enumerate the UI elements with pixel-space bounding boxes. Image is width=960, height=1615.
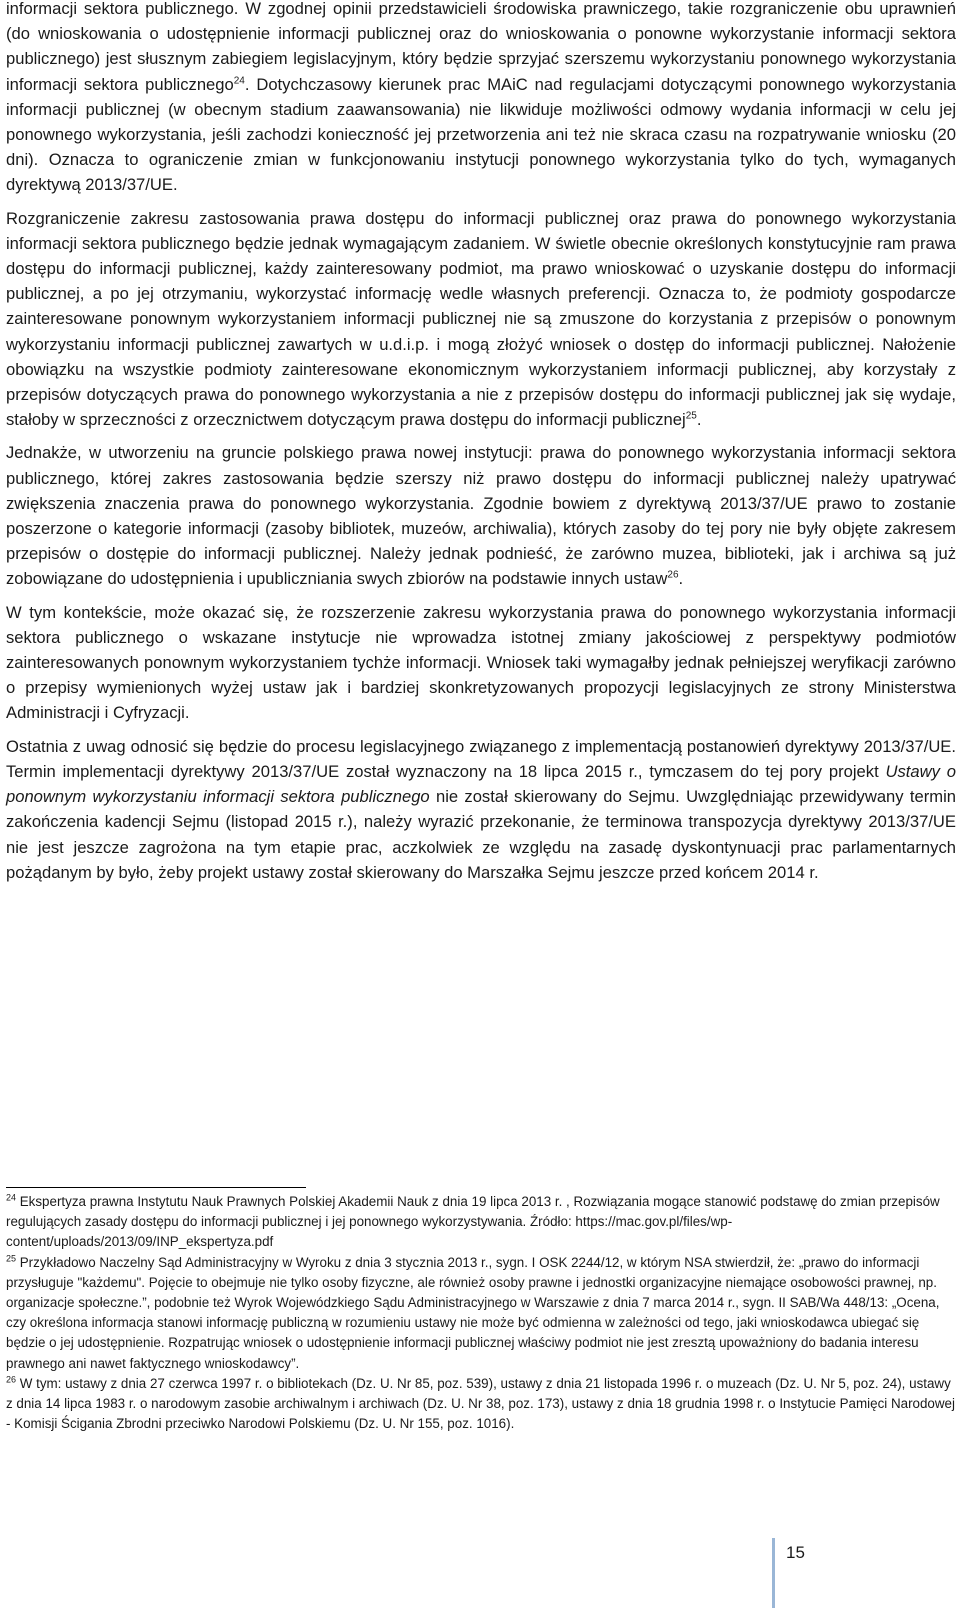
paragraph — [6, 440, 956, 591]
footnote-separator — [6, 1187, 306, 1188]
footnote-reference: 26 — [667, 569, 679, 581]
paragraph-text: Jednakże, w utworzeniu na gruncie polskiego prawa nowej instytucji: prawa do ponownego wykorzystania informacji sektora publicznego, której zakres zastosowania będzie szerszy niż prawo dostępu do informacji publicznej należy upatrywać zwiększenia znaczenia prawa do ponownego wykorzystania. Zgodnie bowiem z dyrektywą 2013/37/UE prawo to zostanie poszerzone o kategorie informacji (zasoby bibliotek, muzeów, archiwalia), których zasoby do tej pory nie były objęte zakresem przepisów o dostępie do informacji publicznej. Należy jednak podnieść, że zarówno muzea, biblioteki, jak i archiwa są już zobowiązane do udostępnienia i upubliczniania swych zbiorów na podstawie innych ustaw — [6, 443, 956, 589]
paragraph-text: Ostatnia z uwag odnosić się będzie do procesu legislacyjnego związanego z implementacją postanowień dyrektywy 2013/37/UE. Termin implementacji dyrektywy 2013/37/UE został wyznaczony na 18 lipca 2015 r., tymczasem do tej pory projekt — [6, 736, 956, 781]
footnote — [6, 1374, 956, 1435]
paragraph — [6, 600, 956, 726]
footnote — [6, 1253, 956, 1374]
paragraph-text: . — [696, 410, 702, 430]
footnote-reference: 25 — [685, 410, 697, 422]
footnote-text: W tym: ustawy z dnia 27 czerwca 1997 r. o bibliotekach (Dz. U. Nr 85, poz. 539), ustawy z dnia 21 listopada 1996 r. o muzeach (Dz. U. Nr 5, poz. 24), ustawy z dnia 14 lipca 1983 r. o narodowym zasobie archiwalnym i archiwach (Dz. U. Nr 38, poz. 173), ustawy z dnia 18 grudnia 1998 r. o Instytucie Pamięci Narodowej - Komisji Ścigania Zbrodni przeciwko Narodowi Polskiemu (Dz. U. Nr 155, poz. 1016). — [6, 1375, 955, 1432]
page-number-bar — [772, 1538, 775, 1608]
footnotes — [6, 1192, 956, 1434]
footnote-number: 26 — [6, 1374, 17, 1385]
body-text — [6, 0, 956, 893]
paragraph — [6, 0, 956, 198]
paragraph — [6, 734, 956, 885]
paragraph — [6, 206, 956, 433]
page-number: 15 — [786, 1543, 805, 1562]
footnote — [6, 1192, 956, 1253]
footnote-number: 25 — [6, 1253, 17, 1264]
paragraph-text: Rozgraniczenie zakresu zastosowania prawa dostępu do informacji publicznej oraz prawa do ponownego wykorzystania informacji sektora publicznego będzie jednak wymagającym zadaniem. W świetle obecnie określonych konstytucyjnie ram prawa dostępu do informacji publicznej, każdy zainteresowany podmiot, ma prawo wnioskować o uzyskanie dostępu do informacji publicznej, a po jej otrzymaniu, wykorzystać informację wedle własnych preferencji. Oznacza to, że podmioty gospodarcze zainteresowane ponownym wykorzystaniem informacji publicznej nie są zmuszone do korzystania z przepisów o ponownym wykorzystaniu informacji publicznej zawartych w u.d.i.p. i mogą złożyć wniosek o dostęp do informacji publicznej. Nałożenie obowiązku na wszystkie podmioty zainteresowane ekonomicznym wykorzystaniem informacji publicznej, aby korzystały z przepisów dotyczących prawa do ponownego wykorzystania a nie z przepisów dostępu do informacji publicznej jak się wydaje, stałoby w sprzeczności z orzecznictwem dotyczącym prawa dostępu do informacji publicznej — [6, 208, 956, 430]
paragraph-text: nie został skierowany do Sejmu. Uwzględniając przewidywany termin zakończenia kadencji Sejmu (listopad 2015 r.), należy wyrazić przekonanie, że terminowa transpozycja dyrektywy 2013/37/UE nie jest jeszcze zagrożona na tym etapie prac, aczkolwiek ze względu na zasadę dyskontynuacji prac parlamentarnych pożądanym by było, żeby projekt ustawy został skierowany do Marszałka Sejmu jeszcze przed końcem 2014 r. — [6, 787, 956, 882]
italic-title: Ustawy o ponownym wykorzystaniu informacji sektora publicznego — [6, 761, 956, 807]
footnote-number: 24 — [6, 1192, 17, 1203]
footnote-reference: 24 — [233, 75, 245, 87]
paragraph-text: informacji sektora publicznego. W zgodnej opinii przedstawicieli środowiska prawniczego, takie rozgraniczenie obu uprawnień (do wnioskowania o udostępnienie informacji publicznej oraz do wnioskowania o ponowne wykorzystanie informacji sektora publicznego) jest słusznym zabiegiem legislacyjnym, który będzie sprzyjać szerszemu wykorzystaniu ponownego wykorzystania informacji sektora publicznego — [6, 0, 956, 94]
paragraph-text: . — [678, 569, 684, 589]
paragraph-text: . Dotychczasowy kierunek prac MAiC nad regulacjami dotyczącymi ponownego wykorzystania informacji publicznej (w obecnym stadium zaawansowania) nie likwiduje możliwości odmowy wydania informacji w celu jej ponownego wykorzystania, jeśli zachodzi konieczność jej przetworzenia ani też nie skraca czasu na rozpatrywanie wniosku (20 dni). Oznacza to ograniczenie zmian w funkcjonowaniu instytucji ponownego wykorzystania tylko do tych, wymaganych dyrektywą 2013/37/UE. — [6, 74, 956, 195]
paragraph-text: W tym kontekście, może okazać się, że rozszerzenie zakresu wykorzystania prawa do ponownego wykorzystania informacji sektora publicznego o wskazane instytucje nie wprowadza istotnej zmiany jakościowej z perspektywy podmiotów zainteresowanych ponownym wykorzystaniem tychże informacji. Wniosek taki wymagałby jednak pełniejszej weryfikacji zarówno o przepisy wymienionych wyżej ustaw jak i bardziej skonkretyzowanych propozycji legislacyjnych ze strony Ministerstwa Administracji i Cyfryzacji. — [6, 602, 956, 723]
footnote-text: Przykładowo Naczelny Sąd Administracyjny w Wyroku z dnia 3 stycznia 2013 r., sygn. I OSK 2244/12, w którym NSA stwierdził, że: „prawo do informacji przysługuje "każdemu". Pojęcie to obejmuje nie tylko osoby fizyczne, ale również osoby prawne i jednostki organizacyjne niemające osobowości prawnej, np. organizacje społeczne.”, podobnie też Wyrok Wojewódzkiego Sądu Administracyjnego w Warszawie z dnia 7 marca 2014 r., sygn. II SAB/Wa 448/13: „Ocena, czy określona informacja stanowi informację publiczną w rozumieniu ustawy nie może być odmienna w zależności od tego, jaki wnioskodawca ubiegać się będzie o jej udostępnienie. Rozpatrując wniosek o udostępnienie informacji publicznej właściwy podmiot nie jest zresztą upoważniony do badania interesu prawnego ani nawet faktycznego wnioskodawcy”. — [6, 1254, 940, 1371]
footnote-text: Ekspertyza prawna Instytutu Nauk Prawnych Polskiej Akademii Nauk z dnia 19 lipca 2013 r. , Rozwiązania mogące stanowić podstawę do zmian przepisów regulujących zasady dostępu do informacji publicznej i jej ponownego wykorzystywania. Źródło: https://mac.gov.pl/files/wp-content/uploads/2013/09/INP_ekspertyza.pdf — [6, 1194, 940, 1250]
